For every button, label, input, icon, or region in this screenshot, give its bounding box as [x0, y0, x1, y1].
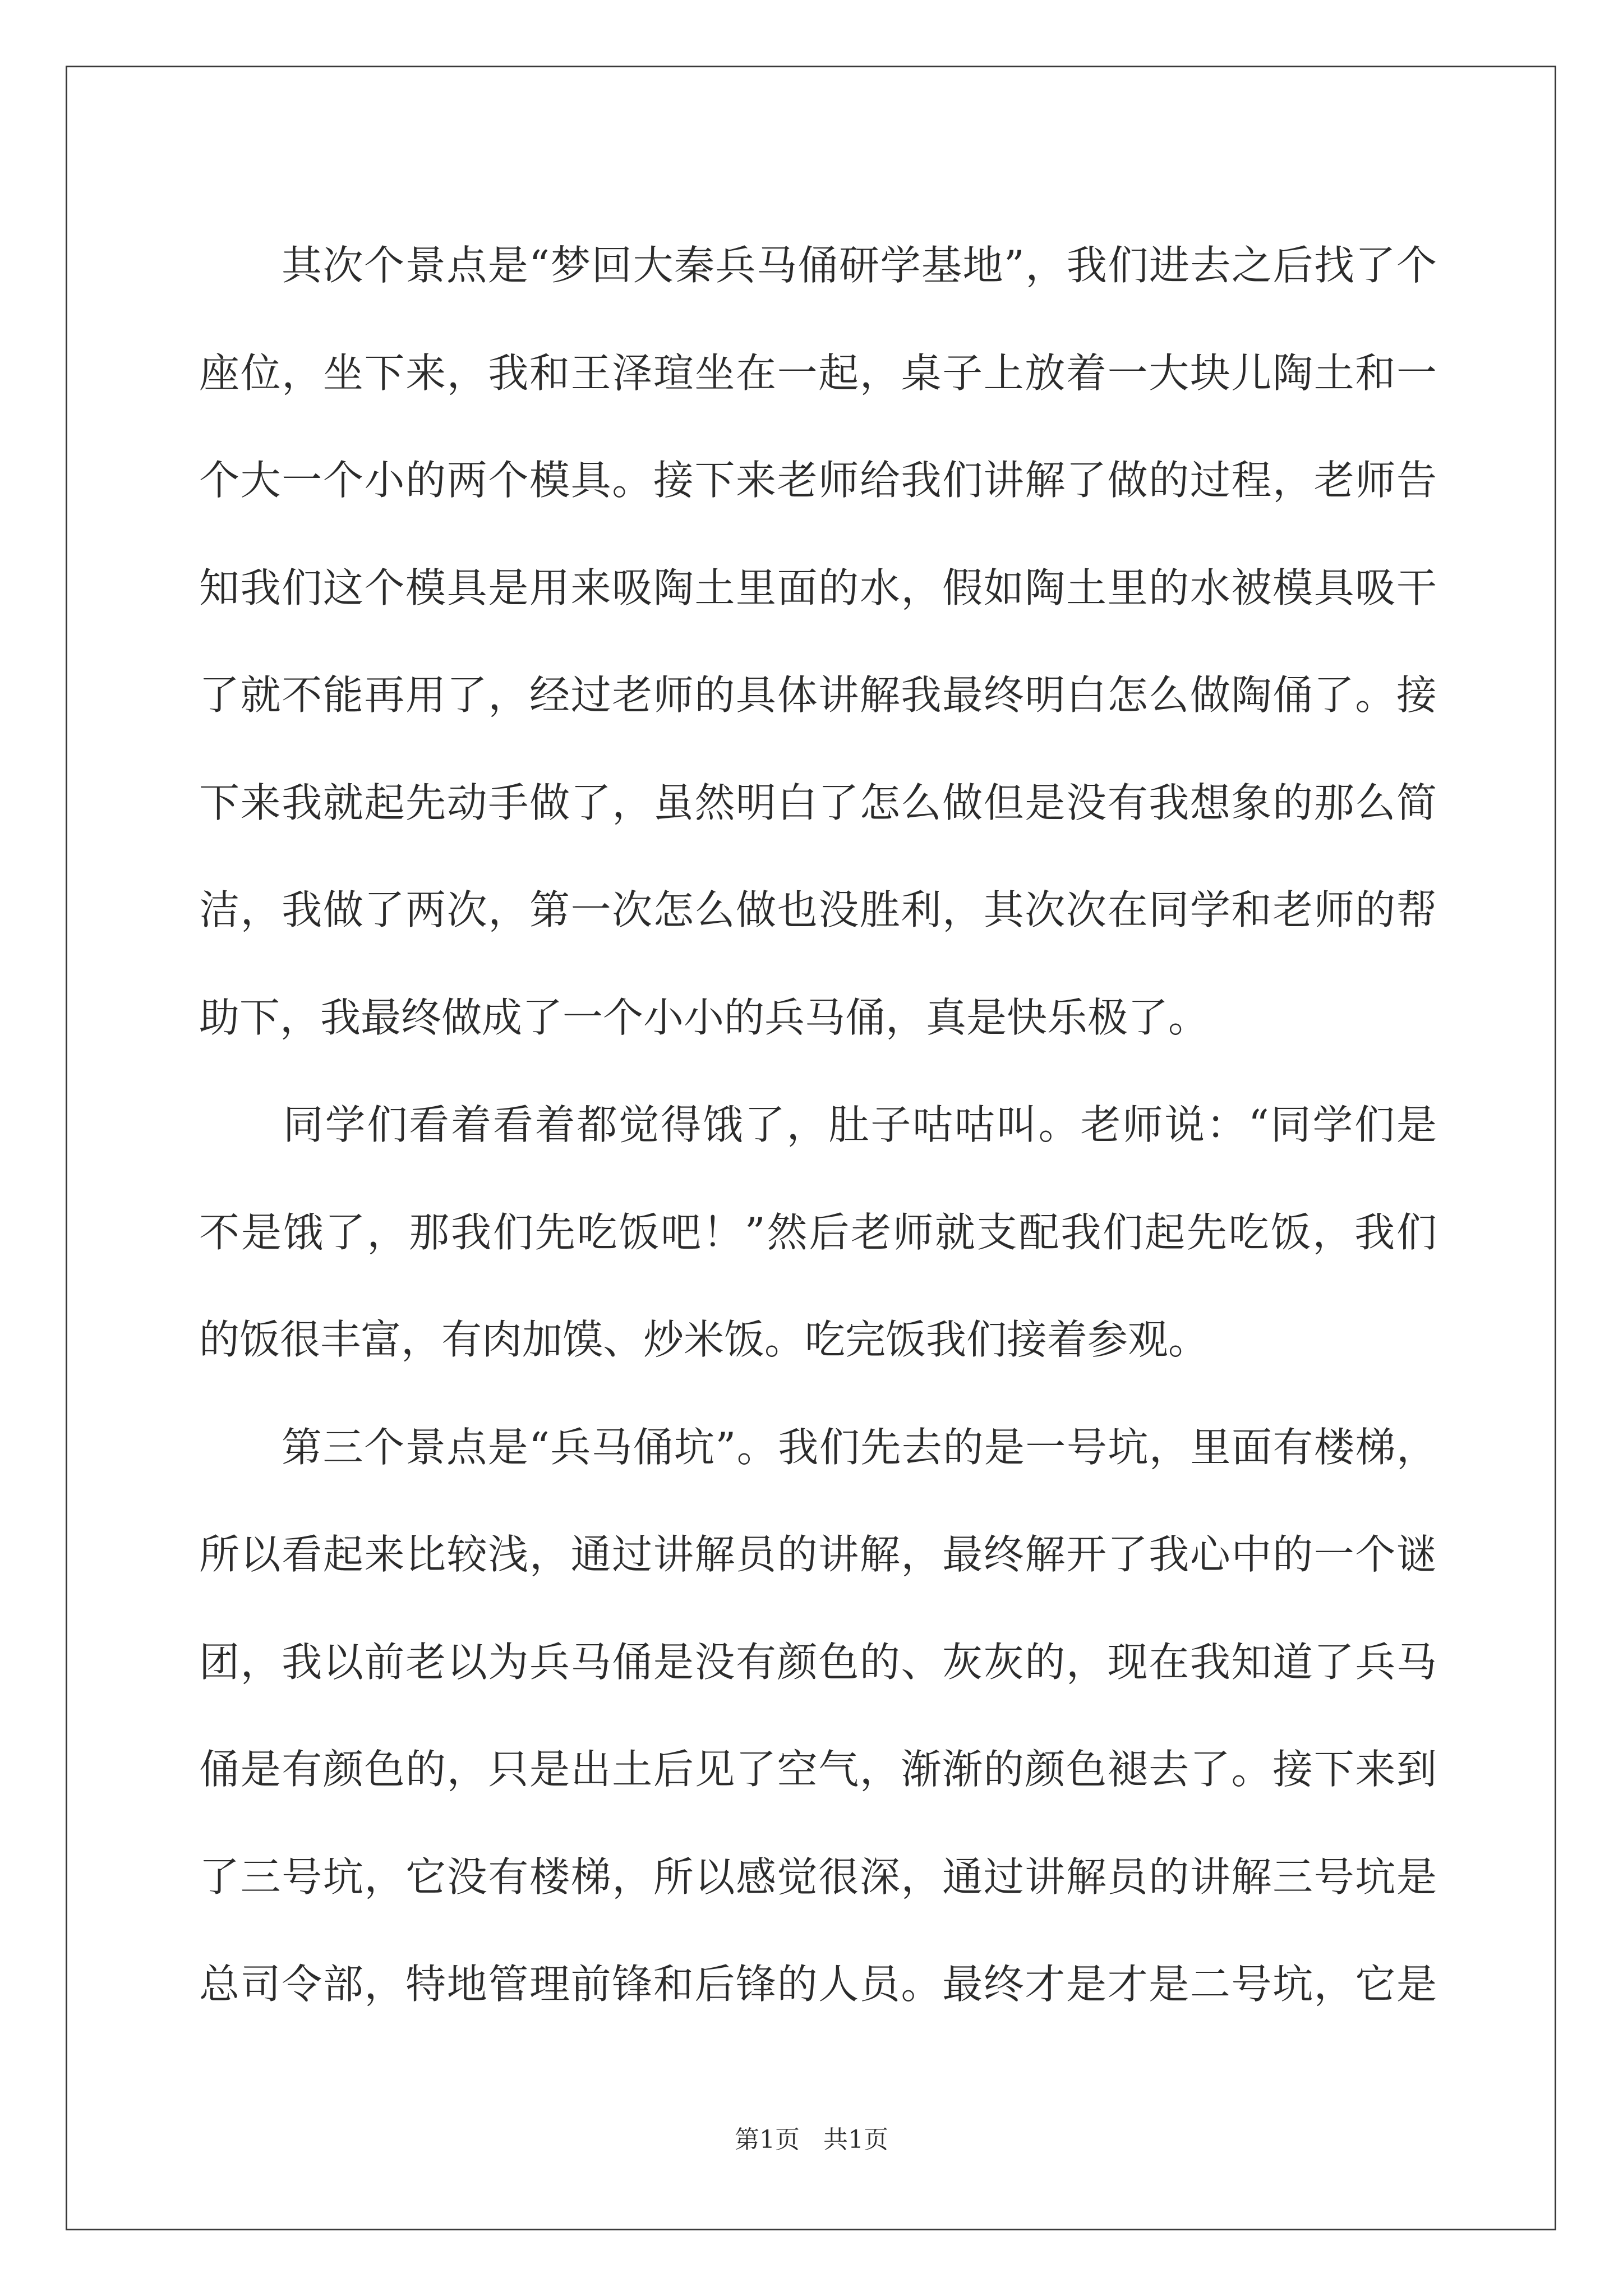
text-line: 俑是有颜色的，只是出土后见了空气，渐渐的颜色褪去了。接下来到: [199, 1746, 1437, 1793]
text-line: 的饭很丰富，有肉加馍、炒米饭。吃完饭我们接着参观。: [199, 1316, 1209, 1363]
text-line: 下来我就起先动手做了，虽然明白了怎么做但是没有我想象的那么简: [199, 779, 1437, 826]
text-line: 个大一个小的两个模具。接下来老师给我们讲解了做的过程，老师告: [199, 457, 1437, 504]
text-line: 知我们这个模具是用来吸陶土里面的水，假如陶土里的水被模具吸干: [199, 564, 1437, 611]
text-line: 了就不能再用了，经过老师的具体讲解我最终明白怎么做陶俑了。接: [199, 671, 1437, 719]
page-footer: 第1页 共1页: [735, 2125, 888, 2154]
text-line: 所以看起来比较浅，通过讲解员的讲解，最终解开了我心中的一个谜: [199, 1531, 1437, 1578]
text-line: 洁，我做了两次，第一次怎么做也没胜利，其次次在同学和老师的帮: [199, 886, 1437, 933]
text-line: 第三个景点是“兵马俑坑”。我们先去的是一号坑，里面有楼梯，: [199, 1423, 1437, 1471]
document-body: [199, 212, 1437, 2039]
text-line: 不是饿了，那我们先吃饭吧！”然后老师就支配我们起先吃饭，我们: [199, 1208, 1437, 1256]
text-line: 助下，我最终做成了一个小小的兵马俑，真是快乐极了。: [199, 993, 1209, 1041]
text-line: 了三号坑，它没有楼梯，所以感觉很深，通过讲解员的讲解三号坑是: [199, 1853, 1437, 1901]
text-line: 其次个景点是“梦回大秦兵马俑研学基地”，我们进去之后找了个: [199, 242, 1437, 289]
text-line: 座位，坐下来，我和王泽瑄坐在一起，桌子上放着一大块儿陶土和一: [199, 349, 1437, 397]
text-line: 总司令部，特地管理前锋和后锋的人员。最终才是才是二号坑，它是: [199, 1961, 1437, 2008]
text-line: 同学们看着看着都觉得饿了，肚子咕咕叫。老师说：“同学们是: [199, 1101, 1437, 1148]
text-line: 团，我以前老以为兵马俑是没有颜色的、灰灰的，现在我知道了兵马: [199, 1638, 1437, 1686]
